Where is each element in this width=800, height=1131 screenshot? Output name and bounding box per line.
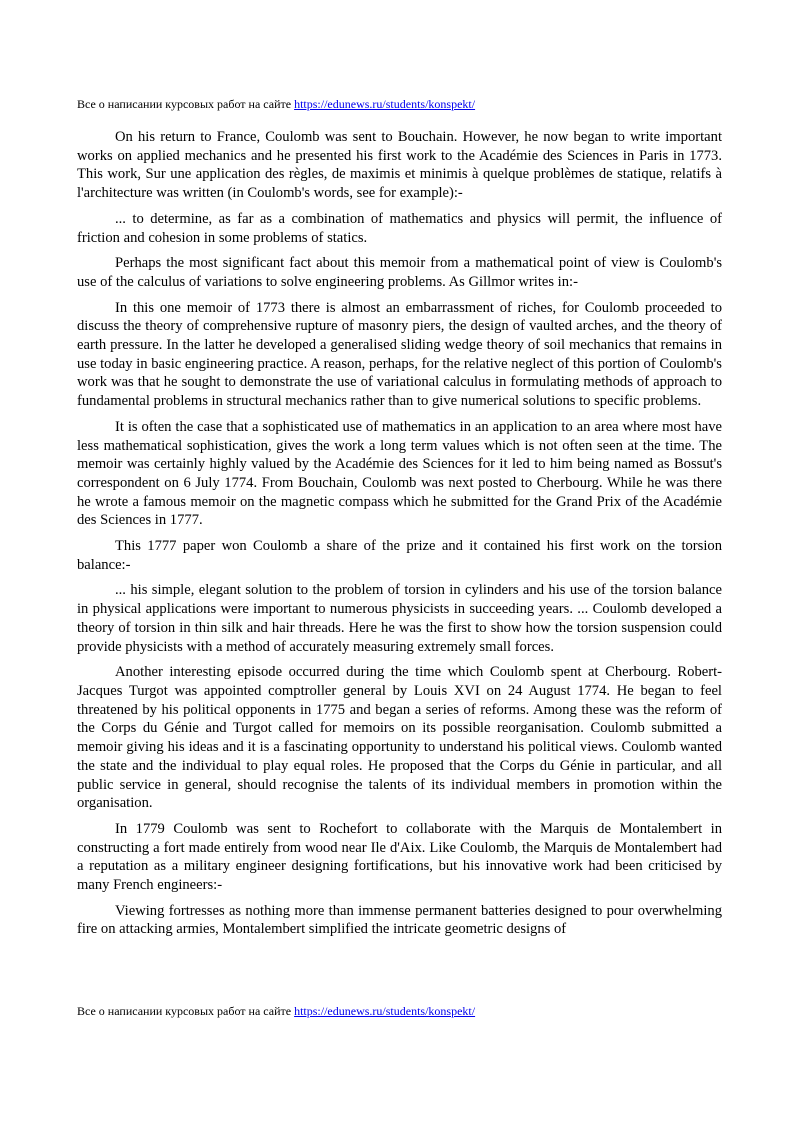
paragraph: This 1777 paper won Coulomb a share of the prize and it contained his first work on the torsion balance:- (77, 538, 722, 573)
header-link[interactable]: https://edunews.ru/students/konspekt/ (294, 97, 476, 111)
document-body (77, 128, 722, 946)
page-header (77, 97, 475, 111)
paragraph: In this one memoir of 1773 there is almost an embarrassment of riches, for Coulomb proceeded to discuss the theory of comprehensive rupture of masonry piers, the design of vaulted arches, and the theory of earth pressure. In the latter he developed a generalised sliding wedge theory of soil mechanics that remains in use today in basic engineering practice. A reason, perhaps, for the relative neglect of this portion of Coulomb's work was that he sought to demonstrate the use of variational calculus in formulating methods of approach to fundamental problems in structural mechanics rather than to give numerical solutions to specific problems. (77, 299, 722, 410)
paragraph: ... his simple, elegant solution to the problem of torsion in cylinders and his use of the torsion balance in physical applications were important to numerous physicists in succeeding years. ... Coulomb developed a theory of torsion in thin silk and hair threads. Here he was the first to show how the torsion suspension could provide physicists with a method of accurately measuring extremely small forces. (77, 582, 722, 655)
paragraph: In 1779 Coulomb was sent to Rochefort to collaborate with the Marquis de Montalembert in constructing a fort made entirely from wood near Ile d'Aix. Like Coulomb, the Marquis de Montalembert had a reputation as a military engineer designing fortifications, but his innovative work had been criticised by many French engineers:- (77, 820, 722, 894)
paragraph: It is often the case that a sophisticated use of mathematics in an application to an area where most have less mathematical sophistication, gives the work a long term values which is not often seen at the time. The memoir was certainly highly valued by the Académie des Sciences for it led to him being named as Bossut's correspondent on 6 July 1774. From Bouchain, Coulomb was next posted to Cherbourg. While he was there he wrote a famous memoir on the magnetic compass which he submitted for the Grand Prix of the Académie des Sciences in 1777. (77, 418, 722, 529)
paragraph: ... to determine, as far as a combination of mathematics and physics will permit, the influence of friction and cohesion in some problems of statics. (77, 210, 722, 246)
paragraph: Viewing fortresses as nothing more than immense permanent batteries designed to pour overwhelming fire on attacking armies, Montalembert simplified the intricate geometric designs of (77, 902, 722, 938)
footer-link[interactable]: https://edunews.ru/students/konspekt/ (294, 1004, 476, 1018)
paragraph: Another interesting episode occurred during the time which Coulomb spent at Cherbourg. Robert-Jacques Turgot was appointed comptroller general by Louis XVI on 24 August 1774. He began to feel threatened by his political opponents in 1775 and began a series of reforms. Among these was the reform of the Corps du Génie and Turgot called for memoirs on its possible reorganisation. Coulomb submitted a memoir giving his ideas and it is a fascinating opportunity to understand his political views. Coulomb wanted the state and the individual to play equal roles. He proposed that the Corps du Génie in particular, and all public service in general, should recognise the talents of its individual members in promotion within the organisation. (77, 664, 722, 812)
footer-text: Все о написании курсовых работ на сайте (77, 1004, 295, 1018)
header-text: Все о написании курсовых работ на сайте (77, 97, 295, 111)
paragraph: Perhaps the most significant fact about this memoir from a mathematical point of view is Coulomb's use of the calculus of variations to solve engineering problems. As Gillmor writes in:- (77, 255, 722, 290)
paragraph: On his return to France, Coulomb was sent to Bouchain. However, he now began to write important works on applied mechanics and he presented his first work to the Académie des Sciences in Paris in 1773. This work, Sur une application des règles, de maximis et minimis à quelque problèmes de statique, relatifs à l'architecture was written (in Coulomb's words, see for example):- (77, 129, 722, 202)
page-footer (77, 1004, 475, 1018)
